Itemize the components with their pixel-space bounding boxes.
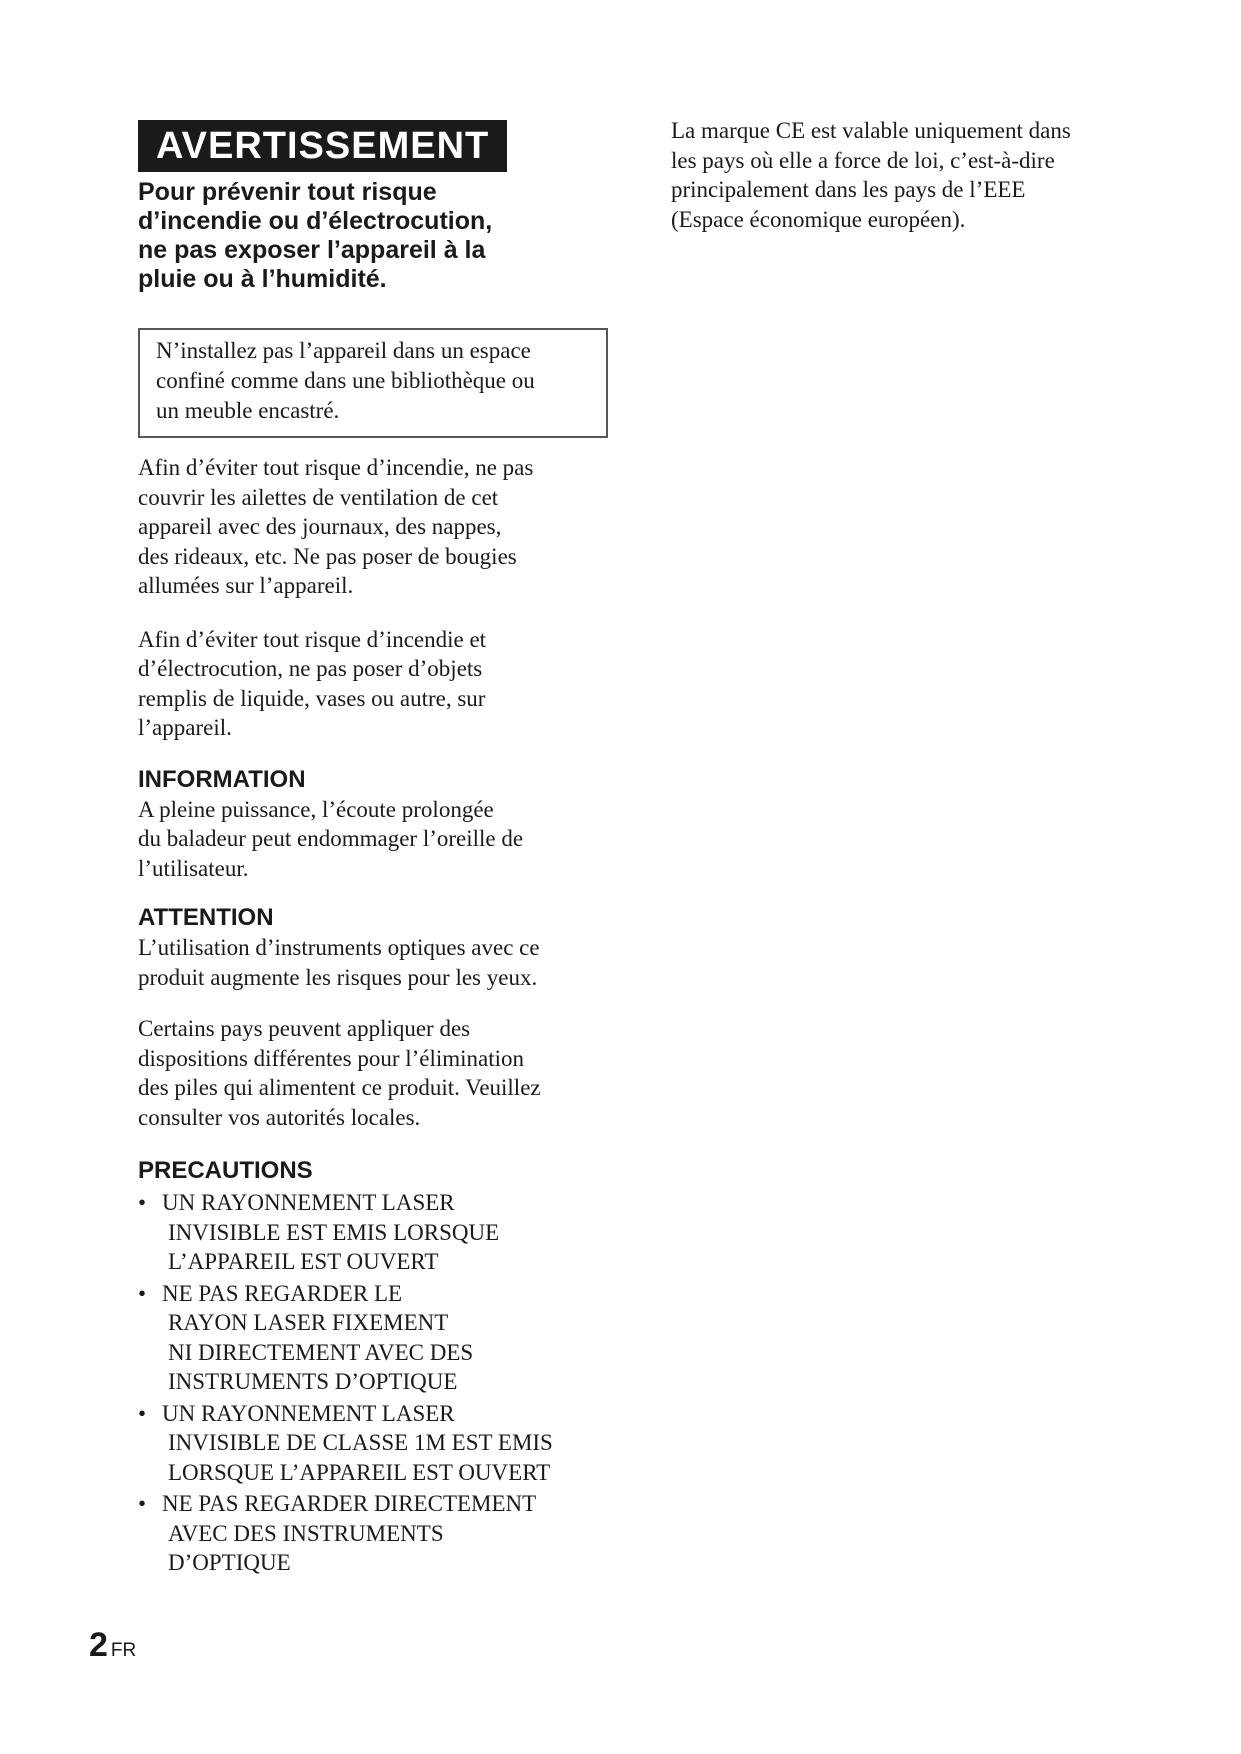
information-paragraph bbox=[138, 795, 608, 884]
page-footer bbox=[89, 1626, 136, 1665]
paragraph-line: remplis de liquide, vases ou autre, sur bbox=[138, 685, 486, 711]
warning-heading-line: ne pas exposer l’appareil à la bbox=[138, 236, 486, 264]
bullet-icon: • bbox=[138, 1280, 147, 1306]
paragraph-line: l’appareil. bbox=[138, 715, 232, 740]
paragraph-line: dispositions différentes pour l’élimination bbox=[138, 1045, 525, 1071]
paragraph-line: principalement dans les pays de l’EEE bbox=[671, 177, 1026, 202]
precaution-line: INVISIBLE DE CLASSE 1M EST EMIS bbox=[168, 1430, 553, 1455]
precautions-list bbox=[138, 1188, 608, 1578]
warning-heading-line: pluie ou à l’humidité. bbox=[138, 265, 387, 293]
paragraph-line: A pleine puissance, l’écoute prolongée bbox=[138, 796, 494, 822]
left-column bbox=[138, 120, 608, 1580]
notice-line: un meuble encastré. bbox=[156, 398, 340, 423]
precaution-item bbox=[138, 1489, 608, 1578]
paragraph-line: couvrir les ailettes de ventilation de cet bbox=[138, 484, 499, 510]
paragraph-line: d’électrocution, ne pas poser d’objets bbox=[138, 656, 483, 681]
precaution-line: D’OPTIQUE bbox=[168, 1550, 291, 1575]
paragraph-line: des piles qui alimentent ce produit. Veuillez bbox=[138, 1075, 541, 1100]
warning-heading-line: d’incendie ou d’électrocution, bbox=[138, 207, 493, 235]
paragraph-line: L’utilisation d’instruments optiques avec ce bbox=[138, 935, 540, 960]
right-column bbox=[671, 116, 1151, 234]
warning-heading-line: Pour prévenir tout risque bbox=[138, 178, 437, 206]
page-number: 2 bbox=[89, 1626, 107, 1664]
attention-heading: ATTENTION bbox=[138, 904, 274, 931]
precaution-line: INSTRUMENTS D’OPTIQUE bbox=[168, 1369, 458, 1394]
paragraph-line: des rideaux, etc. Ne pas poser de bougies bbox=[138, 543, 517, 569]
warning-banner: AVERTISSEMENT bbox=[138, 120, 507, 172]
bullet-icon: • bbox=[138, 1491, 147, 1516]
paragraph-line: consulter vos autorités locales. bbox=[138, 1104, 421, 1130]
precaution-line: NE PAS REGARDER DIRECTEMENT bbox=[162, 1491, 537, 1516]
notice-line: confiné comme dans une bibliothèque ou bbox=[156, 368, 535, 393]
attention-paragraph bbox=[138, 933, 608, 992]
precaution-line: UN RAYONNEMENT LASER bbox=[162, 1400, 455, 1426]
paragraph-line: Certains pays peuvent appliquer des bbox=[138, 1016, 471, 1041]
precaution-line: NI DIRECTEMENT AVEC DES bbox=[168, 1339, 474, 1365]
precaution-line: LORSQUE L’APPAREIL EST OUVERT bbox=[168, 1459, 551, 1485]
paragraph-line: les pays où elle a force de loi, c’est-à-dire bbox=[671, 147, 1055, 173]
warning-heading bbox=[138, 178, 608, 294]
precaution-item bbox=[138, 1188, 608, 1277]
notice-line: N’installez pas l’appareil dans un espace bbox=[156, 338, 531, 363]
precaution-line: INVISIBLE EST EMIS LORSQUE bbox=[168, 1219, 500, 1245]
ce-mark-paragraph bbox=[671, 116, 1151, 234]
precaution-item bbox=[138, 1279, 608, 1397]
fire-liquid-paragraph bbox=[138, 625, 608, 743]
information-heading: INFORMATION bbox=[138, 765, 306, 793]
paragraph-line: Afin d’éviter tout risque d’incendie et bbox=[138, 626, 487, 652]
paragraph-line: l’utilisateur. bbox=[138, 855, 249, 881]
page-language: FR bbox=[110, 1640, 137, 1661]
precaution-line: RAYON LASER FIXEMENT bbox=[168, 1310, 449, 1335]
paragraph-line: allumées sur l’appareil. bbox=[138, 573, 354, 598]
paragraph-line: La marque CE est valable uniquement dans bbox=[671, 118, 1071, 143]
paragraph-line: produit augmente les risques pour les yeux. bbox=[138, 964, 538, 990]
precaution-line: NE PAS REGARDER LE bbox=[162, 1280, 403, 1306]
precaution-line: UN RAYONNEMENT LASER bbox=[162, 1190, 455, 1215]
installation-notice-box bbox=[138, 328, 608, 438]
bullet-icon: • bbox=[138, 1400, 147, 1426]
bullet-icon: • bbox=[138, 1190, 147, 1215]
paragraph-line: Afin d’éviter tout risque d’incendie, ne pas bbox=[138, 455, 534, 480]
precautions-heading: PRECAUTIONS bbox=[138, 1157, 313, 1184]
precaution-line: AVEC DES INSTRUMENTS bbox=[168, 1520, 444, 1546]
precaution-line: L’APPAREIL EST OUVERT bbox=[168, 1249, 439, 1274]
paragraph-line: appareil avec des journaux, des nappes, bbox=[138, 514, 502, 539]
fire-ventilation-paragraph bbox=[138, 453, 608, 601]
paragraph-line: du baladeur peut endommager l’oreille de bbox=[138, 826, 524, 851]
batteries-paragraph bbox=[138, 1014, 608, 1132]
paragraph-line: (Espace économique européen). bbox=[671, 206, 966, 232]
precaution-item bbox=[138, 1399, 608, 1488]
